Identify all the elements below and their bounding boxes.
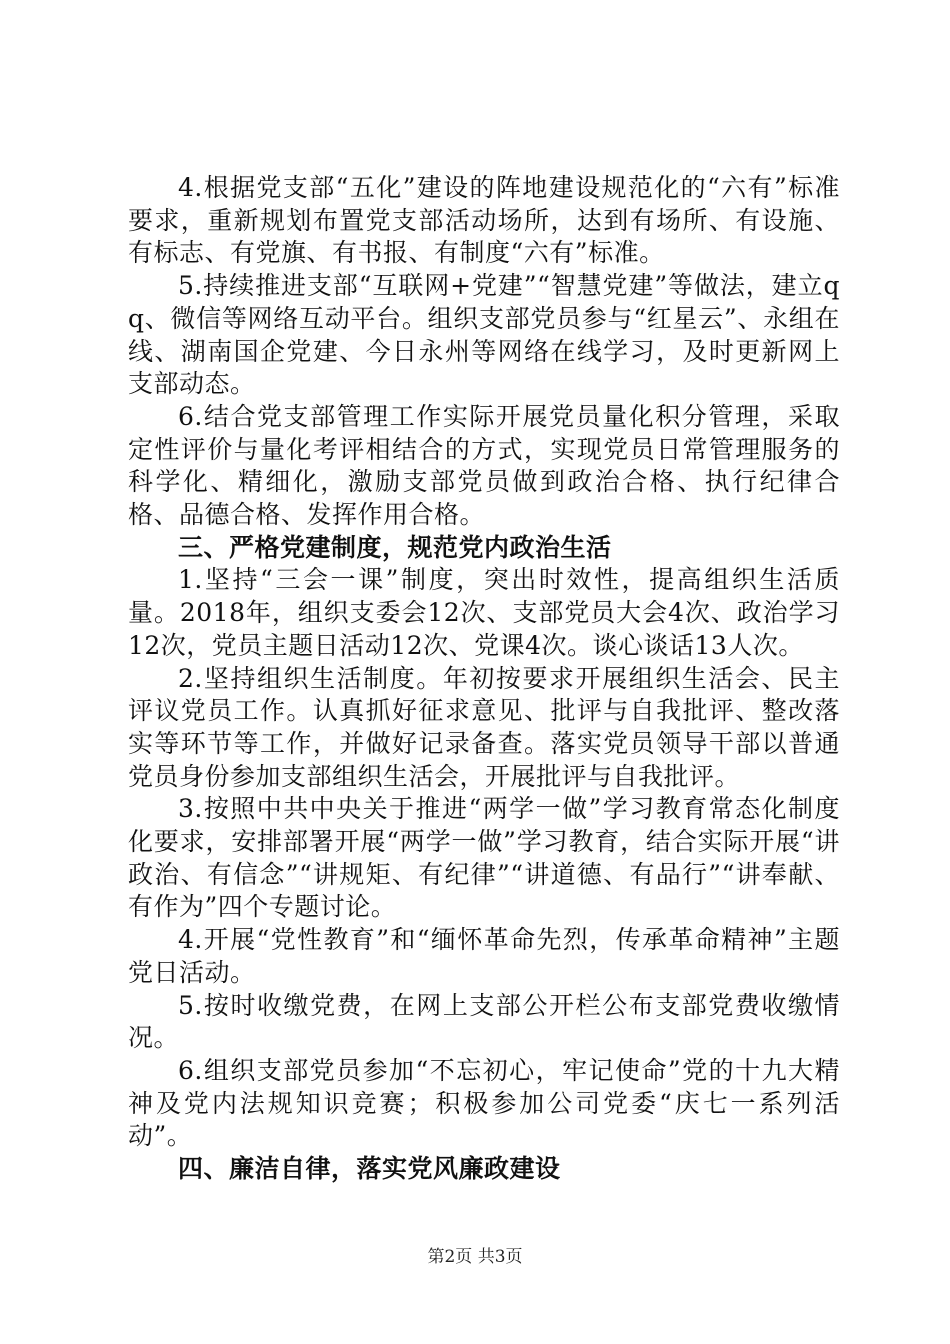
paragraph-4-theme-day: 4.开展“党性教育”和“缅怀革命先烈，传承革命精神”主题党日活动。 — [128, 925, 840, 987]
section-heading-3: 三、严格党建制度，规范党内政治生活 — [178, 532, 612, 562]
paragraph-2-organization-life: 2.坚持组织生活制度。年初按要求开展组织生活会、民主评议党员工作。认真抓好征求意见、批评与自我批评、整改落实等环节等工作，并做好记录备查。落实党员领导干部以普通党员身份参加支部组织生活会，开展批评与自我批评。 — [128, 663, 840, 791]
paragraph-1-three-meetings: 1.坚持“三会一课”制度，突出时效性，提高组织生活质量。2018年，组织支委会12次、支部党员大会4次、政治学习12次，党员主题日活动12次、党课4次。谈心谈话13人次。 — [128, 565, 840, 660]
paragraph-5-internet-party-building: 5.持续推进支部“互联网+党建”“智慧党建”等做法，建立qq、微信等网络互动平台。组织支部党员参与“红星云”、永组在线、湖南国企党建、今日永州等网络在线学习，及时更新网上支部动态。 — [128, 271, 840, 399]
paragraph-5-party-dues: 5.按时收缴党费，在网上支部公开栏公布支部党费收缴情况。 — [128, 990, 840, 1053]
section-heading-4: 四、廉洁自律，落实党风廉政建设 — [178, 1154, 561, 1184]
document-body — [128, 172, 840, 1186]
paragraph-6-points-management: 6.结合党支部管理工作实际开展党员量化积分管理，采取定性评价与量化考评相结合的方式，实现党员日常管理服务的科学化、精细化，激励支部党员做到政治合格、执行纪律合格、品德合格、发挥作用合格。 — [128, 401, 840, 530]
paragraph-6-knowledge-contest: 6.组织支部党员参加“不忘初心，牢记使命”党的十九大精神及党内法规知识竞赛；积极参加公司党委“庆七一系列活动”。 — [128, 1055, 840, 1151]
paragraph-4-venue-standard: 4.根据党支部“五化”建设的阵地建设规范化的“六有”标准要求，重新规划布置党支部活动场所，达到有场所、有设施、有标志、有党旗、有书报、有制度“六有”标准。 — [128, 173, 840, 268]
page-footer: 第2页 共3页 — [427, 1247, 523, 1267]
paragraph-3-two-studies: 3.按照中共中央关于推进“两学一做”学习教育常态化制度化要求，安排部署开展“两学一做”学习教育，结合实际开展“讲政治、有信念”“讲规矩、有纪律”“讲道德、有品行”“讲奉献、有作为”四个专题讨论。 — [128, 794, 840, 922]
